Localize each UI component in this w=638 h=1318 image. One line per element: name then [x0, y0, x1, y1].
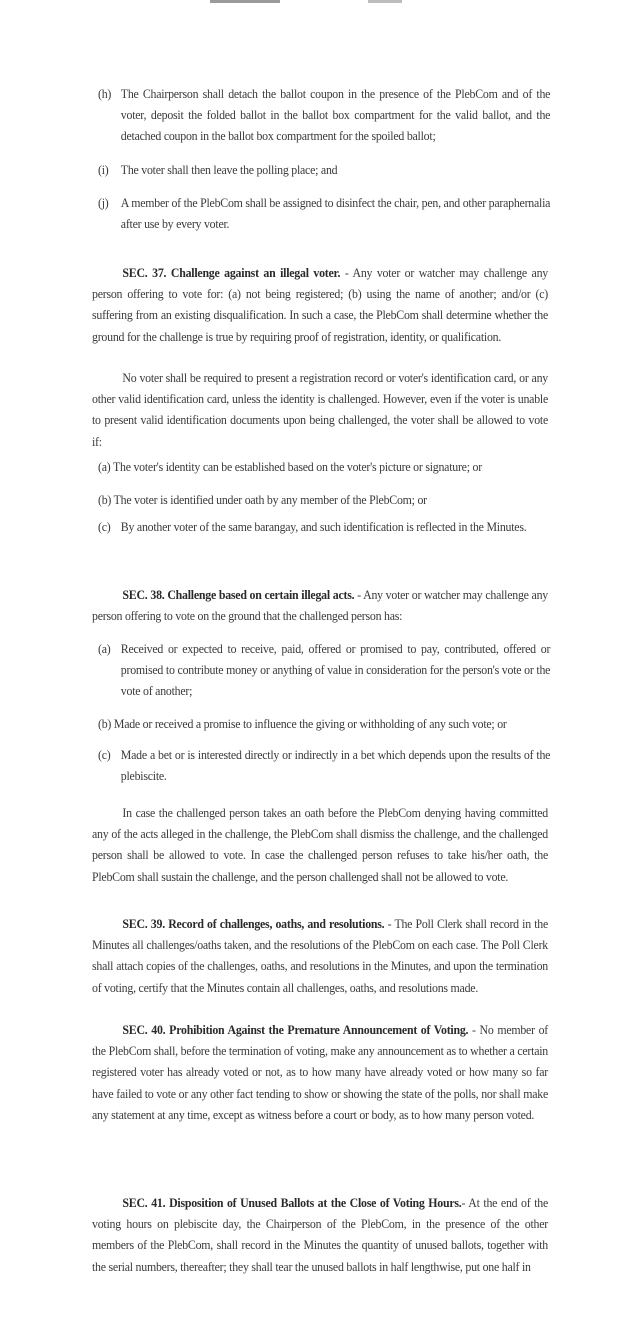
sec38-paragraph — [92, 585, 548, 627]
sec39-heading: SEC. 39. Record of challenges, oaths, and resolutions. — [122, 917, 385, 931]
sec41-body: - At the end of the voting hours on plebiscite day, the Chairperson of the PlebCom, in the presence of the other members of the PlebCom, shall record in the Minutes the quantity of unused ballots, together with the serial numbers, thereafter; they shall tear the unused ballots in half lengthwise, put one half in — [92, 1196, 548, 1274]
sec38-body-2: In case the challenged person takes an oath before the PlebCom denying having committed any of the acts alleged in the challenge, the PlebCom shall dismiss the challenge, and the challenged person shall be allowed to vote. In case the challenged person refuses to take his/her oath, the PlebCom shall sustain the challenge, and the person challenged shall not be allowed to vote. — [92, 806, 549, 884]
list-marker: (b) — [98, 493, 112, 507]
list-item-text: The voter's identity can be established based on the voter's picture or signature; or — [112, 460, 482, 474]
sec38-item-c — [98, 745, 550, 787]
list-marker: (a) — [98, 642, 111, 656]
list-marker: (h) — [98, 87, 112, 101]
sec41-paragraph — [92, 1193, 548, 1278]
sec40-body: - No member of the PlebCom shall, before the termination of voting, make any announcement as to whether a certain registered voter has already voted or not, as to how many have already voted or how many so far have failed to vote or any other fact tending to show or showing the state of the polls, nor shall make any statement at any time, except as witness before a court or body, as to how many person voted. — [92, 1023, 548, 1122]
sec40-heading: SEC. 40. Prohibition Against the Premature Announcement of Voting. — [122, 1023, 469, 1037]
sec37-body-2: No voter shall be required to present a registration record or voter's identification card, or any other valid identification card, unless the identity is challenged. However, even if the voter is unable to present valid identification documents upon being challenged, the voter shall be allowed to vote if: — [92, 371, 549, 449]
list-item-j — [98, 193, 550, 235]
list-marker: (i) — [98, 163, 109, 177]
list-item-text: The Chairperson shall detach the ballot coupon in the presence of the PlebCom and of the voter, deposit the folded ballot in the ballot box compartment for the valid ballot, and the detached coupon in the ballot box compartment for the spoiled ballot; — [120, 87, 551, 144]
sec37-item-a — [98, 457, 550, 478]
sec37-body: - Any voter or watcher may challenge any person offering to vote for: (a) not being registered; (b) using the name of another; and/or (c) suffering from an existing disqualification. In such a case, the PlebCom shall determine whether the ground for the challenge is true by requiring proof of registration, identity, or qualification. — [92, 266, 548, 344]
sec38-body: - Any voter or watcher may challenge any person offering to vote on the ground that the challenged person has: — [92, 588, 548, 624]
list-item-i — [98, 160, 550, 181]
sec37-heading: SEC. 37. Challenge against an illegal voter. — [122, 266, 341, 280]
list-item-text: By another voter of the same barangay, and such identification is reflected in the Minutes. — [120, 520, 527, 534]
sec38-item-a — [98, 639, 550, 703]
list-marker: (b) — [98, 717, 112, 731]
list-marker: (c) — [98, 520, 111, 534]
sec38-paragraph-2 — [92, 803, 548, 888]
sec38-heading: SEC. 38. Challenge based on certain illegal acts. — [122, 588, 355, 602]
sec37-paragraph-2 — [92, 368, 548, 453]
list-item-text: Received or expected to receive, paid, offered or promised to pay, contributed, offered or promised to contribute money or anything of value in consideration for the person's vote or the vote of another; — [120, 642, 551, 699]
scan-artifact — [210, 0, 280, 3]
sec37-item-c — [98, 517, 550, 538]
list-item-text: The voter shall then leave the polling place; and — [120, 163, 338, 177]
sec39-paragraph — [92, 914, 548, 999]
list-item-h — [98, 84, 550, 148]
list-marker: (c) — [98, 748, 111, 762]
list-marker: (j) — [98, 196, 109, 210]
list-marker: (a) — [98, 460, 111, 474]
list-item-text: The voter is identified under oath by any member of the PlebCom; or — [113, 493, 427, 507]
list-item-text: Made a bet or is interested directly or indirectly in a bet which depends upon the results of the plebiscite. — [120, 748, 551, 784]
sec38-item-b — [98, 714, 550, 735]
sec40-paragraph — [92, 1020, 548, 1126]
sec37-item-b — [98, 490, 550, 511]
list-item-text: A member of the PlebCom shall be assigned to disinfect the chair, pen, and other paraphernalia after use by every voter. — [120, 196, 551, 232]
sec41-heading: SEC. 41. Disposition of Unused Ballots at the Close of Voting Hours. — [122, 1196, 462, 1210]
sec37-paragraph — [92, 263, 548, 348]
sec39-body: - The Poll Clerk shall record in the Minutes all challenges/oaths taken, and the resolutions of the PlebCom on each case. The Poll Clerk shall attach copies of the challenges, oaths, and resolutions in the Minutes, and upon the termination of voting, certify that the Minutes contain all challenges, oaths, and resolutions made. — [92, 917, 548, 995]
scan-artifact — [368, 0, 402, 3]
list-item-text: Made or received a promise to influence the giving or withholding of any such vote; or — [113, 717, 507, 731]
